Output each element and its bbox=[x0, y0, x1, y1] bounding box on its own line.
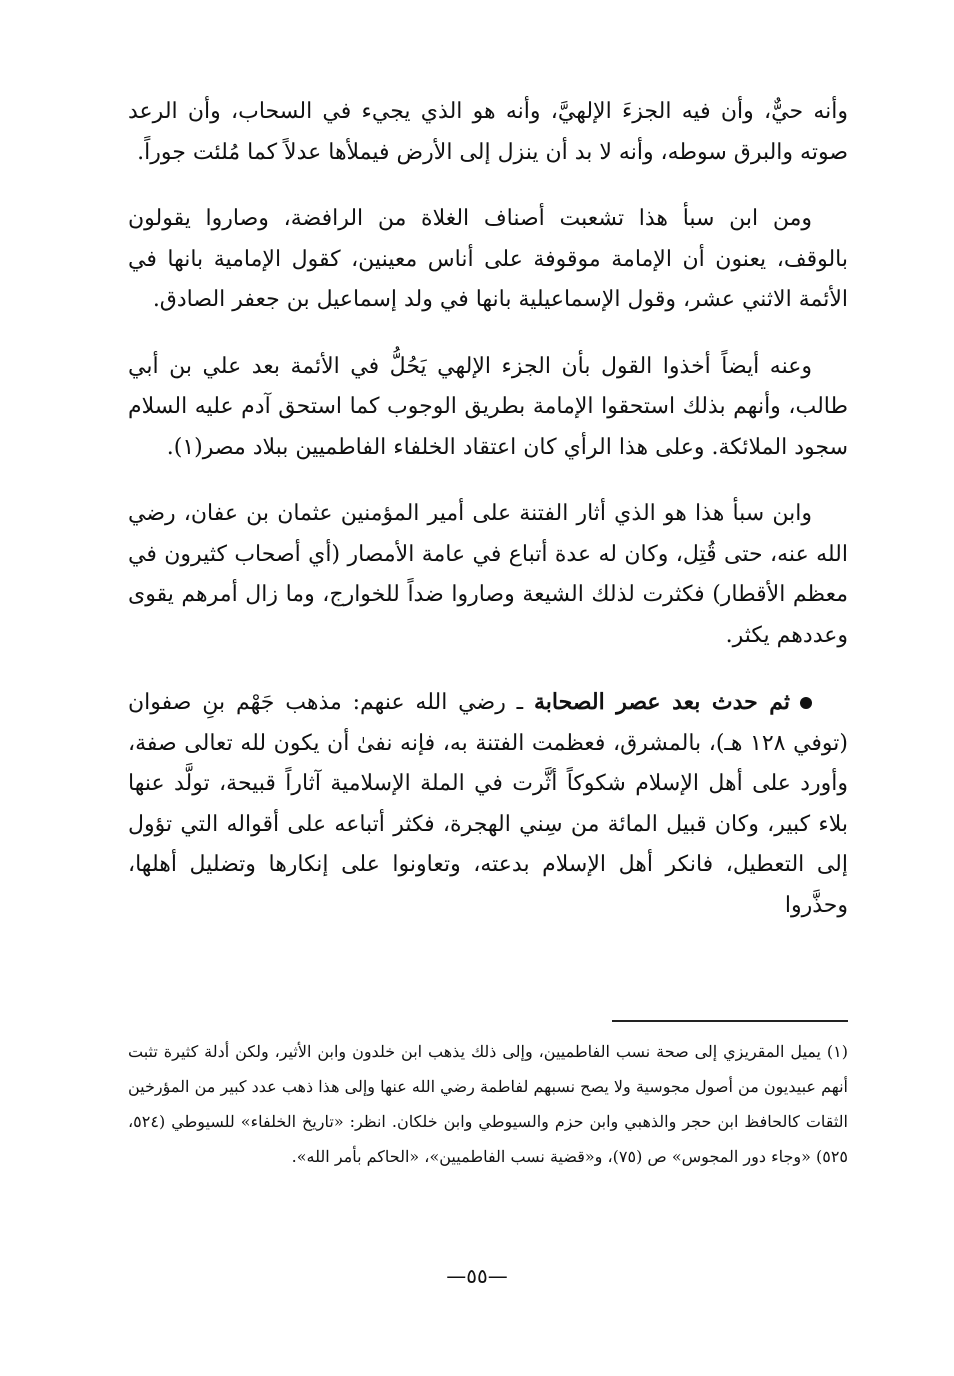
paragraph-1: وأنه حيٌّ، وأن فيه الجزءَ الإلهيَّ، وأنه هو الذي يجيء في السحاب، وأن الرعد صوته والبرق سوطه، وأنه لا بد أن ينزل إلى الأرض فيملأها عدلاً كما مُلئت جوراً. bbox=[128, 99, 848, 165]
footnote-1: (١) يميل المقريزي إلى صحة نسب الفاطميين، وإلى ذلك يذهب ابن خلدون وابن الأثير، ولكن أدلة كثيرة تثبت أنهم عبيديون من أصول مجوسية ولا يصح نسبهم لفاطمة رضي الله عنها وإلى هذا ذهب عدد كبير من المؤرخين الثقات كالحافظ ابن حجر والذهبي وابن حزم والسيوطي وابن خلكان. انظر: «تاريخ الخلفاء» للسيوطي (٥٢٤، ٥٢٥) «وجاء دور المجوس» ص (٧٥)، و«قضية نسب الفاطميين»، «الحاكم بأمر الله». bbox=[128, 1042, 849, 1166]
page-number: —٥٥— bbox=[446, 1264, 508, 1288]
main-text bbox=[128, 92, 848, 926]
paragraph-5 bbox=[128, 682, 848, 926]
paragraph-2: ومن ابن سبأ هذا تشعبت أصناف الغلاة من الرافضة، وصاروا يقولون بالوقف، يعنون أن الإمامة موقوفة على أناس معينين، كقول الإمامية بانها في الأئمة الاثني عشر، وقول الإسماعيلية بانها في ولد إسماعيل بن جعفر الصادق. bbox=[128, 206, 848, 312]
section-text: ـ رضي الله عنهم: مذهب جَهْم بنِ صفوان (توفي ١٢٨ هـ)، بالمشرق، فعظمت الفتنة به، فإنه نفىٰ أن يكون لله تعالى صفة، وأورد على أهل الإسلام شكوكاً أثَّرت في الملة الإسلامية آثاراً قبيحة، تولَّد عنها بلاء كبير، وكان قبيل المائة من سِني الهجرة، فكثر أتباعه على أقواله التي تؤول إلى التعطيل، فانكر أهل الإسلام بدعته، وتعاونوا على إنكارها وتضليل أهلها، وحذَّروا bbox=[128, 690, 848, 918]
footnote-divider bbox=[612, 1020, 848, 1022]
section-lead: ثم حدث بعد عصر الصحابة bbox=[533, 689, 791, 715]
paragraph-4: وابن سبأ هذا هو الذي أثار الفتنة على أمير المؤمنين عثمان بن عفان، رضي الله عنه، حتى قُتِل، وكان له عدة أتباع في عامة الأمصار (أي أصحاب كثيرون في معظم الأقطار) فكثرت لذلك الشيعة وصاروا ضداً للخوارج، وما زال أمرهم يقوى وعددهم يكثر. bbox=[128, 501, 848, 648]
bullet-icon bbox=[800, 697, 812, 709]
footnotes bbox=[128, 1034, 848, 1174]
paragraph-3: وعنه أيضاً أخذوا القول بأن الجزء الإلهي يَحُلُّ في الأئمة بعد علي بن أبي طالب، وأنهم بذلك استحقوا الإمامة بطريق الوجوب كما استحق آدم عليه السلام سجود الملائكة. وعلى هذا الرأي كان اعتقاد الخلفاء الفاطميين ببلاد مصر(١). bbox=[128, 353, 848, 460]
